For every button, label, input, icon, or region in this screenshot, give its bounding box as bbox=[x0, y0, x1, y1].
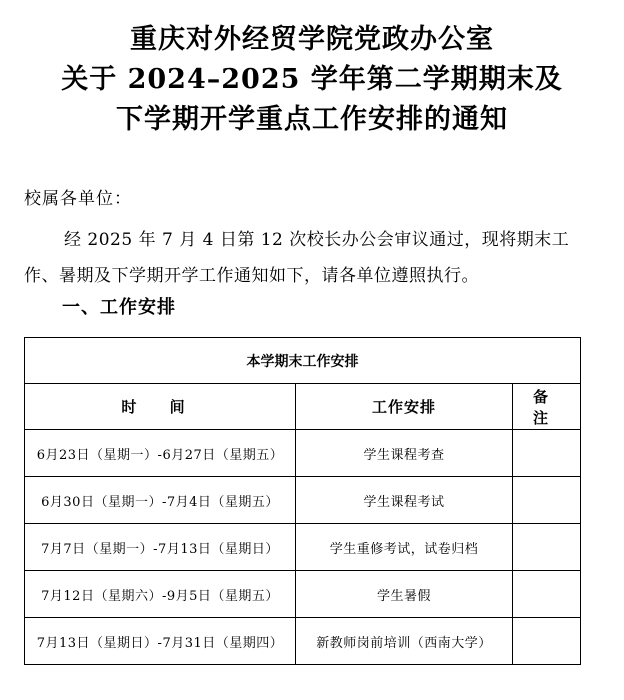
cell-work: 学生重修考试，试卷归档 bbox=[296, 524, 513, 571]
cell-work: 学生暑假 bbox=[296, 571, 513, 618]
table-caption-row bbox=[25, 338, 581, 384]
schedule-table bbox=[24, 337, 581, 665]
cell-note bbox=[513, 430, 581, 477]
header-work: 工作安排 bbox=[296, 384, 513, 430]
table-row bbox=[25, 571, 581, 618]
cell-work: 新教师岗前培训（西南大学） bbox=[296, 618, 513, 665]
cell-note bbox=[513, 477, 581, 524]
cell-note bbox=[513, 571, 581, 618]
intro-paragraph: 经 2025 年 7 月 4 日第 12 次校长办公会审议通过，现将期末工作、暑期及下学期开学工作通知如下，请各单位遵照执行。 bbox=[24, 230, 570, 286]
cell-time: 6月30日（星期一）-7月4日（星期五） bbox=[25, 477, 296, 524]
cell-time: 6月23日（星期一）-6月27日（星期五） bbox=[25, 430, 296, 477]
table-header-row bbox=[25, 384, 581, 430]
addressee: 校属各单位： bbox=[24, 189, 132, 209]
title-line-3: 下学期开学重点工作安排的通知 bbox=[116, 104, 508, 135]
title-line-2: 关于 2024–2025 学年第二学期期末及 bbox=[61, 64, 563, 95]
header-note: 备 注 bbox=[513, 384, 581, 430]
cell-time: 7月13日（星期日）-7月31日（星期四） bbox=[25, 618, 296, 665]
title-line-1: 重庆对外经贸学院党政办公室 bbox=[130, 24, 494, 55]
cell-time: 7月7日（星期一）-7月13日（星期日） bbox=[25, 524, 296, 571]
table-row bbox=[25, 430, 581, 477]
table-row bbox=[25, 477, 581, 524]
section-heading: 一、工作安排 bbox=[62, 297, 176, 318]
header-time: 时 间 bbox=[25, 384, 296, 430]
table-row bbox=[25, 618, 581, 665]
cell-work: 学生课程考试 bbox=[296, 477, 513, 524]
cell-time: 7月12日（星期六）-9月5日（星期五） bbox=[25, 571, 296, 618]
cell-note bbox=[513, 618, 581, 665]
cell-note bbox=[513, 524, 581, 571]
cell-work: 学生课程考查 bbox=[296, 430, 513, 477]
table-row bbox=[25, 524, 581, 571]
table-caption: 本学期末工作安排 bbox=[25, 338, 581, 384]
notice-title bbox=[0, 20, 624, 140]
